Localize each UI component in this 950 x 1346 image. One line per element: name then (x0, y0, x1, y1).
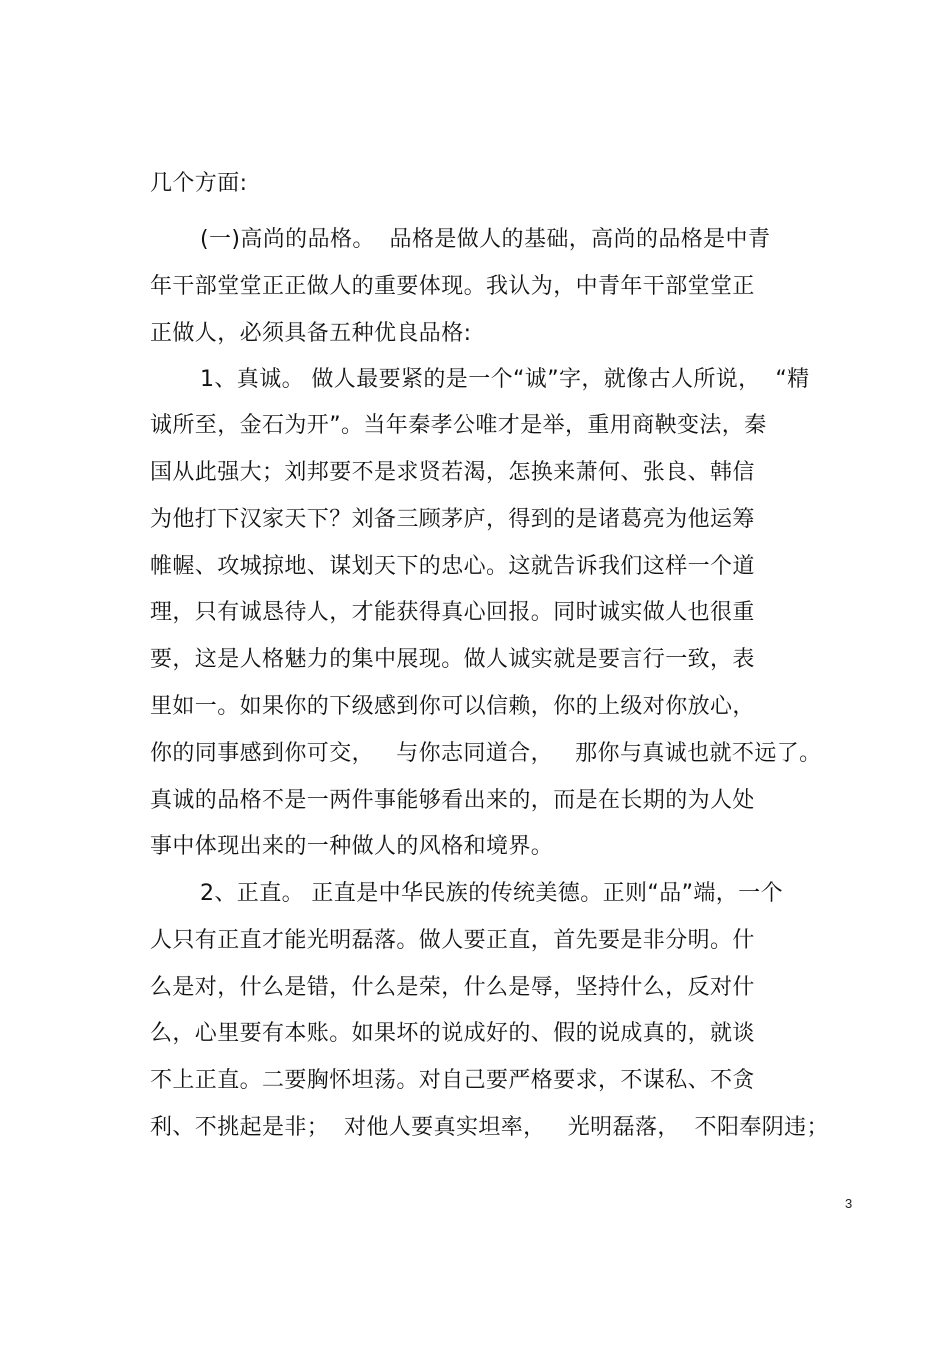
text-line: 几个方面: (150, 171, 248, 196)
text-line: 不上正直。二要胸怀坦荡。对自己要严格要求，不谋私、不贪 (150, 1068, 755, 1093)
text-line: 为他打下汉家天下？刘备三顾茅庐，得到的是诸葛亮为他运筹 (150, 507, 755, 532)
text-line: 要，这是人格魅力的集中展现。做人诚实就是要言行一致，表 (150, 647, 755, 672)
text-line: 国从此强大；刘邦要不是求贤若渴，怎换来萧何、张良、韩信 (150, 460, 755, 485)
text-line: 理，只有诚恳待人，才能获得真心回报。同时诚实做人也很重 (150, 600, 755, 625)
text-line: 诚所至，金石为开”。当年秦孝公唯才是举，重用商鞅变法，秦 (150, 413, 767, 438)
text-line: 正做人，必须具备五种优良品格: (150, 321, 472, 346)
text-line: 人只有正直才能光明磊落。做人要正直，首先要是非分明。什 (150, 928, 755, 953)
text-line: (一)高尚的品格。 品格是做人的基础，高尚的品格是中青 (200, 227, 771, 252)
text-line: 么是对，什么是错，什么是荣，什么是辱，坚持什么，反对什 (150, 975, 755, 1000)
text-line: 1、真诚。 做人最要紧的是一个“诚”字，就像古人所说， “精 (200, 367, 810, 392)
text-line: 2、正直。 正直是中华民族的传统美德。正则“品”端，一个 (200, 881, 783, 906)
text-line: 帷幄、攻城掠地、谋划天下的忠心。这就告诉我们这样一个道 (150, 554, 755, 579)
text-line: 事中体现出来的一种做人的风格和境界。 (150, 834, 554, 859)
text-line: 你的同事感到你可交， 与你志同道合， 那你与真诚也就不远了。 (150, 741, 822, 766)
text-line: 年干部堂堂正正做人的重要体现。我认为，中青年干部堂堂正 (150, 274, 755, 299)
text-line: 利、不挑起是非； 对他人要真实坦率， 光明磊落， 不阳奉阴违； (150, 1115, 829, 1140)
text-line: 里如一。如果你的下级感到你可以信赖，你的上级对你放心， (150, 694, 755, 719)
page-number: 3 (845, 1196, 853, 1211)
text-line: 么，心里要有本账。如果坏的说成好的、假的说成真的，就谈 (150, 1021, 755, 1046)
text-line: 真诚的品格不是一两件事能够看出来的，而是在长期的为人处 (150, 788, 755, 813)
